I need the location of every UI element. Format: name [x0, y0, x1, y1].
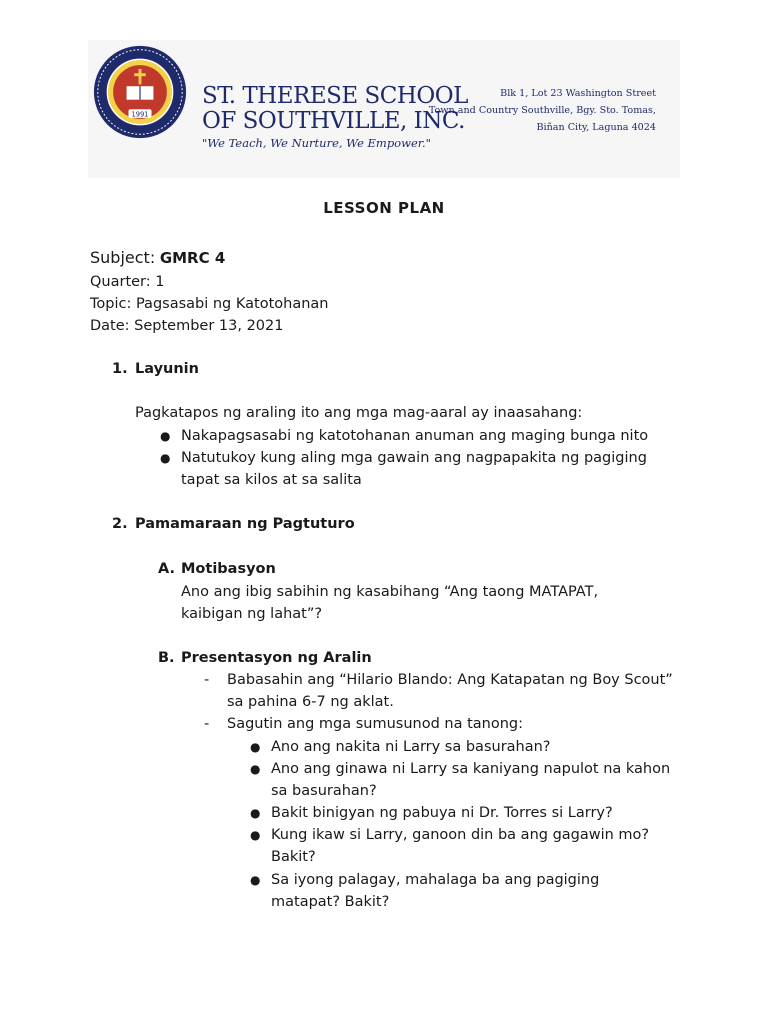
address-line-2: Town and Country Southville, Bgy. Sto. Tomas, [428, 105, 656, 116]
date-row: Date: September 13, 2021 [90, 318, 284, 334]
bullet-icon: ● [250, 828, 261, 842]
activity-2: Sagutin ang mga sumusunod na tanong: [227, 716, 523, 732]
section-2-number: 2. [112, 516, 128, 532]
section-2-heading: Pamamaraan ng Pagtuturo [135, 516, 355, 532]
subject-label: Subject: [90, 248, 156, 267]
subsection-b-heading: Presentasyon ng Aralin [181, 650, 372, 666]
bullet-icon: ● [250, 740, 261, 754]
subsection-a-heading: Motibasyon [181, 561, 276, 577]
school-name-line-2: OF SOUTHVILLE, INC. [202, 108, 465, 134]
school-name-line-1: ST. THERESE SCHOOL [202, 83, 468, 109]
objective-2-line-1: Natutukoy kung aling mga gawain ang nagpapakita ng pagiging [181, 450, 647, 466]
question-4-line-2: Bakit? [271, 849, 316, 865]
topic-row: Topic: Pagsasabi ng Katotohanan [90, 296, 329, 312]
address-line-1: Blk 1, Lot 23 Washington Street [500, 88, 656, 99]
subsection-a-letter: A. [158, 561, 175, 577]
question-4-line-1: Kung ikaw si Larry, ganoon din ba ang gagawin mo? [271, 827, 650, 843]
question-5-line-2: matapat? Bakit? [271, 894, 390, 910]
bullet-icon: ● [160, 451, 171, 465]
activity-1-line-1: Babasahin ang “Hilario Blando: Ang Katapatan ng Boy Scout” [227, 672, 673, 688]
question-1: Ano ang nakita ni Larry sa basurahan? [271, 739, 551, 755]
bullet-icon: ● [160, 429, 171, 443]
address-line-3: Biñan City, Laguna 4024 [536, 122, 656, 133]
question-5-line-1: Sa iyong palagay, mahalaga ba ang pagiging [271, 872, 600, 888]
school-seal-logo [92, 44, 188, 140]
question-3: Bakit binigyan ng pabuya ni Dr. Torres si Larry? [271, 805, 613, 821]
section-1-heading: Layunin [135, 361, 199, 377]
objective-2-line-2: tapat sa kilos at sa salita [181, 472, 362, 488]
subject-row [90, 246, 328, 271]
dash-icon: - [204, 716, 210, 732]
bullet-icon: ● [250, 762, 261, 776]
dash-icon: - [204, 672, 210, 688]
bullet-icon: ● [250, 806, 261, 820]
seal-year: 1991 [131, 110, 149, 119]
objective-1: Nakapagsasabi ng katotohanan anuman ang maging bunga nito [181, 428, 649, 444]
bullet-icon: ● [250, 873, 261, 887]
lesson-meta [90, 246, 328, 337]
quarter-row: Quarter: 1 [90, 274, 165, 290]
question-2-line-2: sa basurahan? [271, 783, 377, 799]
school-tagline: "We Teach, We Nurture, We Empower." [202, 136, 431, 150]
letterhead [88, 40, 680, 178]
section-1-number: 1. [112, 361, 128, 377]
subject-value: GMRC 4 [159, 249, 226, 267]
motivation-question-line-1: Ano ang ibig sabihin ng kasabihang “Ang taong MATAPAT, [181, 584, 599, 600]
motivation-question-line-2: kaibigan ng lahat”? [181, 606, 323, 622]
activity-1-line-2: sa pahina 6-7 ng aklat. [227, 694, 394, 710]
question-2-line-1: Ano ang ginawa ni Larry sa kaniyang napulot na kahon [271, 761, 671, 777]
section-1-intro: Pagkatapos ng araling ito ang mga mag-aaral ay inaasahang: [135, 405, 583, 421]
subsection-b-letter: B. [158, 650, 175, 666]
school-address [429, 85, 656, 136]
document-title: LESSON PLAN [323, 199, 445, 217]
